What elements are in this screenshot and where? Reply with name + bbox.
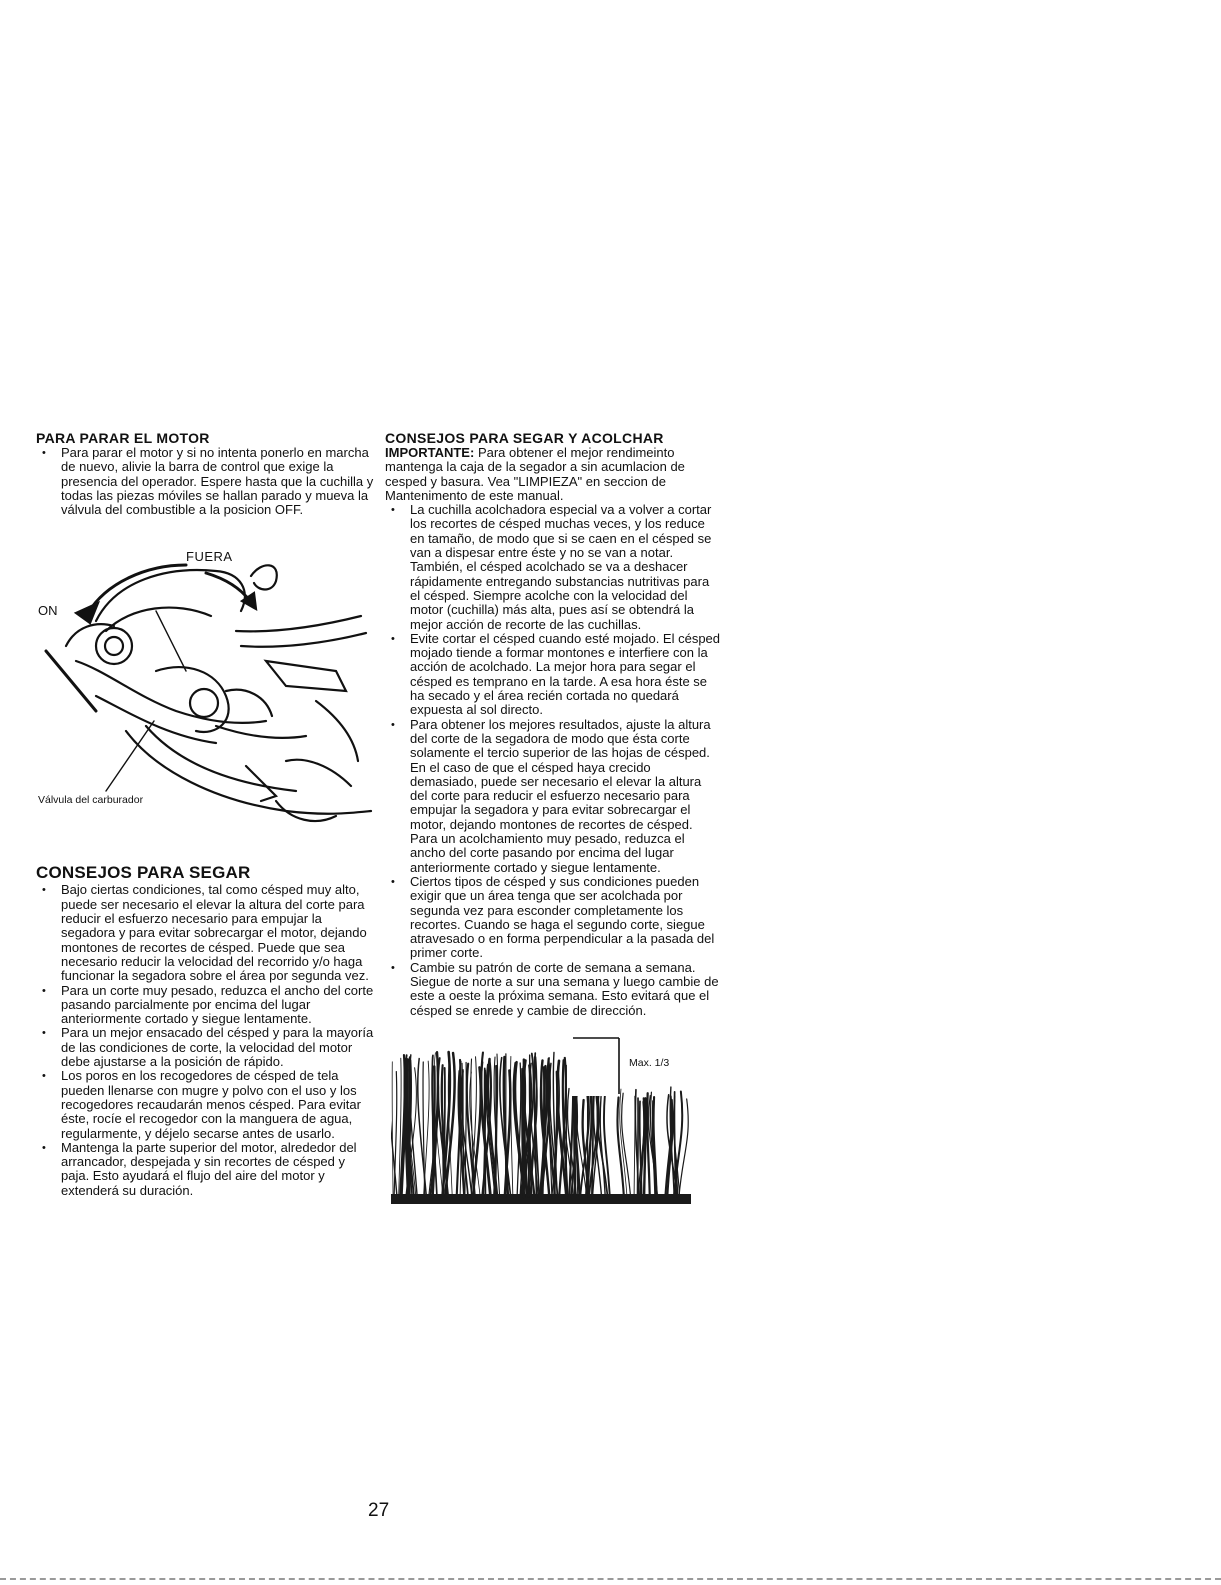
grass-blade (634, 1096, 635, 1197)
important-text: Para obtener el mejor rendimeinto mantenga la caja de la segador a sin acumlacion de cesped y basura. Vea "LIMPIEZA" en seccion de Mantenimento de este manual. (385, 445, 685, 503)
carburetor-valve-label: Válvula del carburador (38, 794, 144, 807)
grass-blade (638, 1098, 639, 1197)
list-item: • Mantenga la parte superior del motor, alrededor del arrancador, despejada y sin recortes de césped y paja. Esto ayudará el flujo del aire del motor y extenderá su duración. (36, 1141, 374, 1198)
fuera-label: FUERA (186, 549, 233, 565)
engine-drawing (36, 521, 374, 841)
left-column (36, 430, 374, 1198)
grass-blade (574, 1093, 575, 1197)
grass-height-illustration (391, 1032, 696, 1212)
stop-engine-heading: PARA PARAR EL MOTOR (36, 430, 210, 446)
list-item: • Ciertos tipos de césped y sus condiciones pueden exigir que un área tenga que ser acolchada por segunda vez para esconder completamente los recortes. Cuando se haga el segundo corte, siegue atravesado o en forma perpendicular a la pasada del primer corte. (385, 875, 720, 961)
list-item: • Evite cortar el césped cuando esté mojado. El césped mojado tiende a formar montones e interfiere con la acción de acolchado. La mejor hora para segar el césped es temprano en la tarde. A esa hora éste se ha secado y el área recién cortada no quedará expuesta al sol directo. (385, 632, 720, 718)
important-note (385, 446, 720, 503)
bottom-divider (0, 1578, 1221, 1580)
important-label: IMPORTANTE: (385, 445, 475, 460)
list-item: • Los poros en los recogedores de césped de tela pueden llenarse con mugre y polvo con el uso y los recogedores recaudarán menos césped. Para evitar éste, rocíe el recogedor con la manguera de agua, regularmente, y déjelo secarse antes de usarlo. (36, 1069, 374, 1140)
list-item: • Para un mejor ensacado del césped y para la mayoría de las condiciones de corte, la velocidad del motor debe ajustarse a la posición de rápido. (36, 1026, 374, 1069)
max-one-third-label: Max. 1/3 (629, 1056, 670, 1069)
list-item: • Para parar el motor y si no intenta ponerlo en marcha de nuevo, alivie la barra de control que exige la presencia del operador. Espere hasta que la cuchilla y todas las piezas móviles se hallan parado y mueva la válvula del combustible a la posicion OFF. (36, 446, 374, 517)
grass-blade (392, 1062, 393, 1197)
grass-blade (617, 1097, 623, 1197)
list-item: • Para obtener los mejores resultados, ajuste la altura del corte de la segadora de modo que ésta corte solamente el tercio superior de las hojas de césped. En el caso de que el césped haya crecido demasiado, puede ser necesario el elevar la altura del corte para reducir el esfuerzo necesario para empujar la segadora y para evitar sobrecargar el motor, dejando montones de recortes de césped. Para un acolchamiento muy pesado, reduzca el ancho del corte pasando por encima del lugar anteriormente cortado y siegue lentamente. (385, 718, 720, 875)
page-number: 27 (368, 1500, 390, 1521)
mowing-tips-list (36, 883, 374, 1198)
mulching-tips-heading: CONSEJOS PARA SEGAR Y ACOLCHAR (385, 430, 664, 446)
list-item: • Para un corte muy pesado, reduzca el ancho del corte pasando parcialmente por encima del lugar anteriormente cortado y siegue lentamente. (36, 984, 374, 1027)
right-column (385, 430, 720, 1212)
mowing-tips-section (36, 863, 374, 1198)
mowing-tips-heading: CONSEJOS PARA SEGAR (36, 863, 251, 883)
carburetor-valve-illustration (36, 521, 374, 841)
mulching-tips-list (385, 503, 720, 1018)
list-item: • Bajo ciertas condiciones, tal como césped muy alto, puede ser necesario el elevar la altura del corte para reducir el esfuerzo necesario para empujar la segadora y para evitar sobrecargar el motor, dejando montones de recortes de césped. Puede que sea necesario reducir la velocidad del recorrido y/o haga funcionar la segadora sobre el área por segunda vez. (36, 883, 374, 983)
on-label: ON (38, 603, 58, 619)
grass-blade (424, 1061, 430, 1197)
list-item: • Cambie su patrón de corte de semana a semana. Siegue de norte a sur una semana y luego cambie de este a oeste la próxima semana. Esto evitará que el césped se enrede y cambie de dirección. (385, 961, 720, 1018)
list-item: • La cuchilla acolchadora especial va a volver a cortar los recortes de césped muchas veces, y los reduce en tamaño, de modo que si se caen en el césped se van a dispesar entre éste y no se van a notar. También, el césped acolchado se va a deshacer rápidamente entregando substancias nutritivas para el césped. Siempre acolche con la velocidad del motor (cuchilla) más alta, pues así se obtendrá la mejor acción de recorte de las cuchillas. (385, 503, 720, 632)
stop-engine-list (36, 446, 374, 517)
